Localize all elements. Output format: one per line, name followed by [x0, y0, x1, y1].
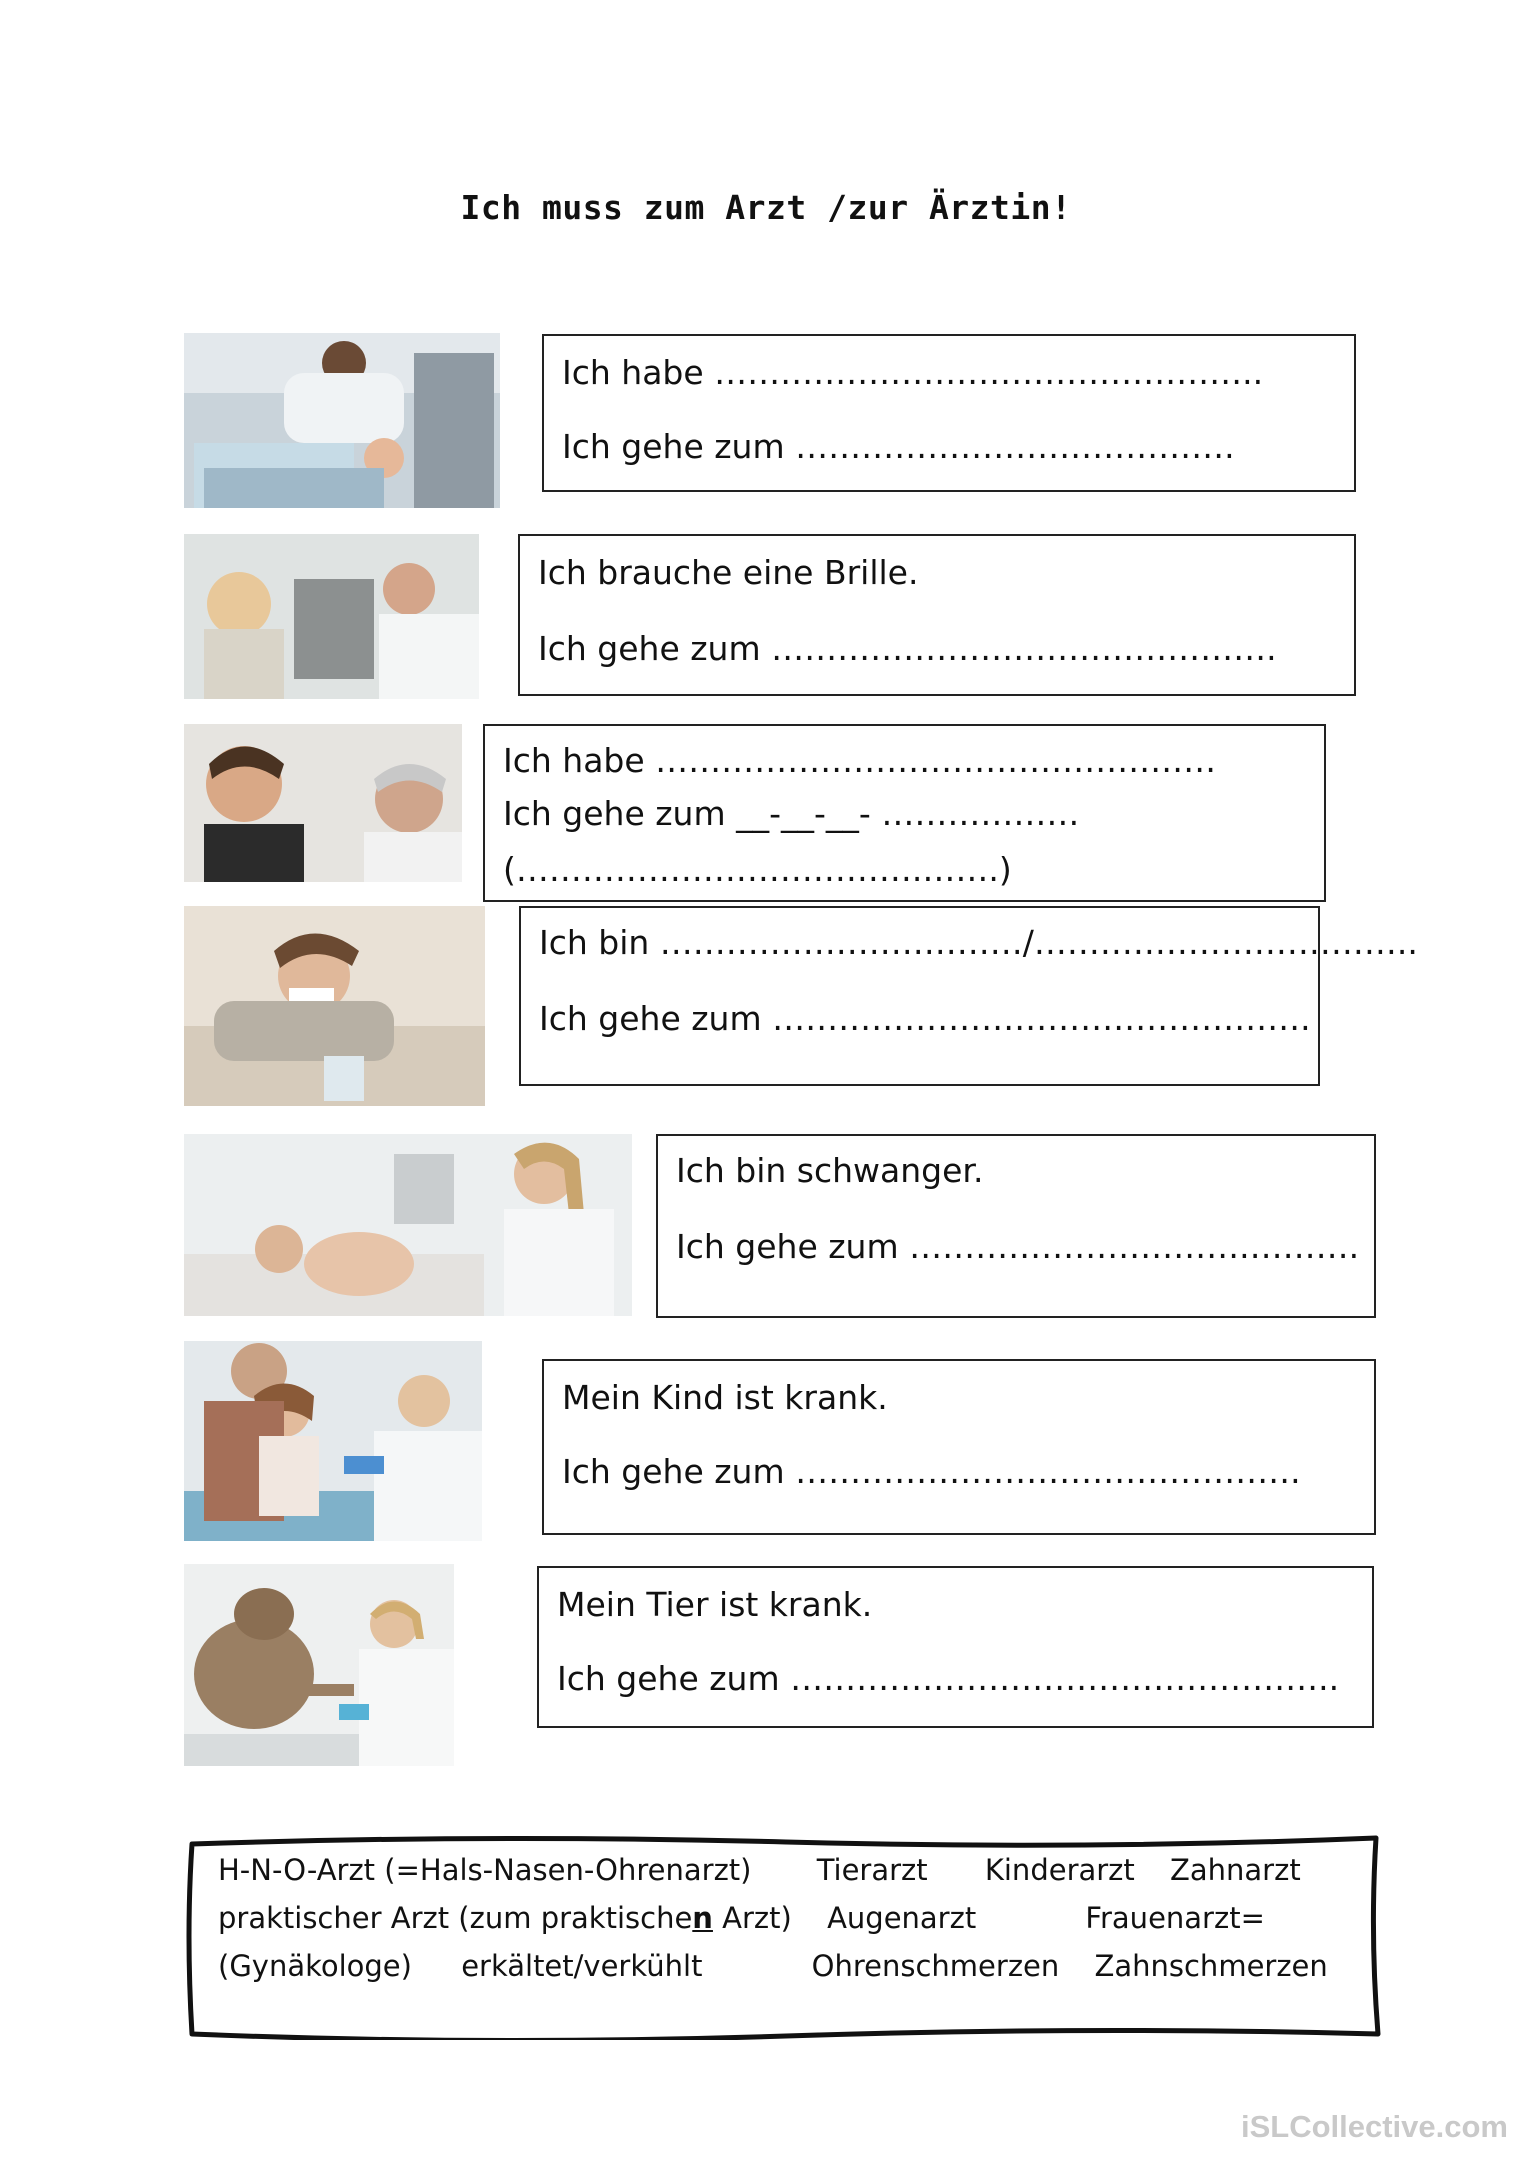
exercise-box-1 — [542, 334, 1356, 492]
exercise-4-line-1: Ich bin ……………………………/…………………………….. — [539, 923, 1418, 962]
photo-dentist — [184, 333, 500, 508]
exercise-box-5 — [656, 1134, 1376, 1318]
exercise-box-2 — [518, 534, 1356, 696]
exercise-3-line-2: Ich gehe zum __-__-__- ……………… — [503, 794, 1080, 833]
word-bank-item: erkältet/verkühlt — [461, 1949, 703, 1983]
word-bank-item: Tierarzt — [816, 1853, 928, 1887]
page-title: Ich muss zum Arzt /zur Ärztin! — [460, 188, 1072, 227]
photo-ent-doctor — [184, 724, 462, 882]
exercise-7-line-1: Mein Tier ist krank. — [557, 1585, 873, 1624]
photo-eye-doctor — [184, 534, 479, 699]
exercise-box-6 — [542, 1359, 1376, 1535]
exercise-6-line-2: Ich gehe zum ………………………………………. — [562, 1452, 1301, 1491]
exercise-box-7 — [537, 1566, 1374, 1728]
exercise-1-line-1: Ich habe ………………………………………….. — [562, 353, 1264, 392]
exercise-2-line-2: Ich gehe zum ………………………………………. — [538, 629, 1277, 668]
exercise-3-line-1: Ich habe …………………………………………… — [503, 741, 1217, 780]
exercise-5-line-1: Ich bin schwanger. — [676, 1151, 984, 1190]
watermark: iSLCollective.com — [1240, 2109, 1508, 2144]
word-bank-item: Ohrenschmerzen — [811, 1949, 1060, 1983]
word-bank-item: Zahnarzt — [1170, 1853, 1301, 1887]
underlined-letter: n — [692, 1901, 713, 1935]
exercise-2-line-1: Ich brauche eine Brille. — [538, 553, 919, 592]
photo-vet — [184, 1564, 454, 1766]
word-bank-item: H-N-O-Arzt (=Hals-Nasen-Ohrenarzt) — [218, 1853, 752, 1887]
exercise-3-line-3: (……………………………….…….) — [503, 850, 1012, 889]
exercise-1-line-2: Ich gehe zum …………………………………. — [562, 427, 1235, 466]
word-bank-item: (Gynäkologe) — [218, 1949, 412, 1983]
word-bank-item-praktischer-arzt: praktischer Arzt (zum praktischen Arzt) — [218, 1901, 792, 1935]
photo-pediatrician — [184, 1341, 482, 1541]
exercise-7-line-2: Ich gehe zum ………………………………………….. — [557, 1659, 1340, 1698]
word-bank-item: Augenarzt — [827, 1901, 977, 1935]
exercise-6-line-1: Mein Kind ist krank. — [562, 1378, 888, 1417]
exercise-box-3 — [483, 724, 1326, 902]
photo-sick-woman — [184, 906, 485, 1106]
exercise-5-line-2: Ich gehe zum ………………………….………. — [676, 1227, 1360, 1266]
word-bank — [186, 1834, 1382, 2040]
photo-pregnant-woman — [184, 1134, 632, 1316]
exercise-box-4 — [519, 906, 1418, 1086]
word-bank-item: Kinderarzt — [984, 1853, 1135, 1887]
exercise-4-line-2: Ich gehe zum …………………………………………. — [539, 999, 1311, 1038]
word-bank-item: Zahnschmerzen — [1094, 1949, 1328, 1983]
word-bank-item: Frauenarzt= — [1085, 1901, 1265, 1935]
